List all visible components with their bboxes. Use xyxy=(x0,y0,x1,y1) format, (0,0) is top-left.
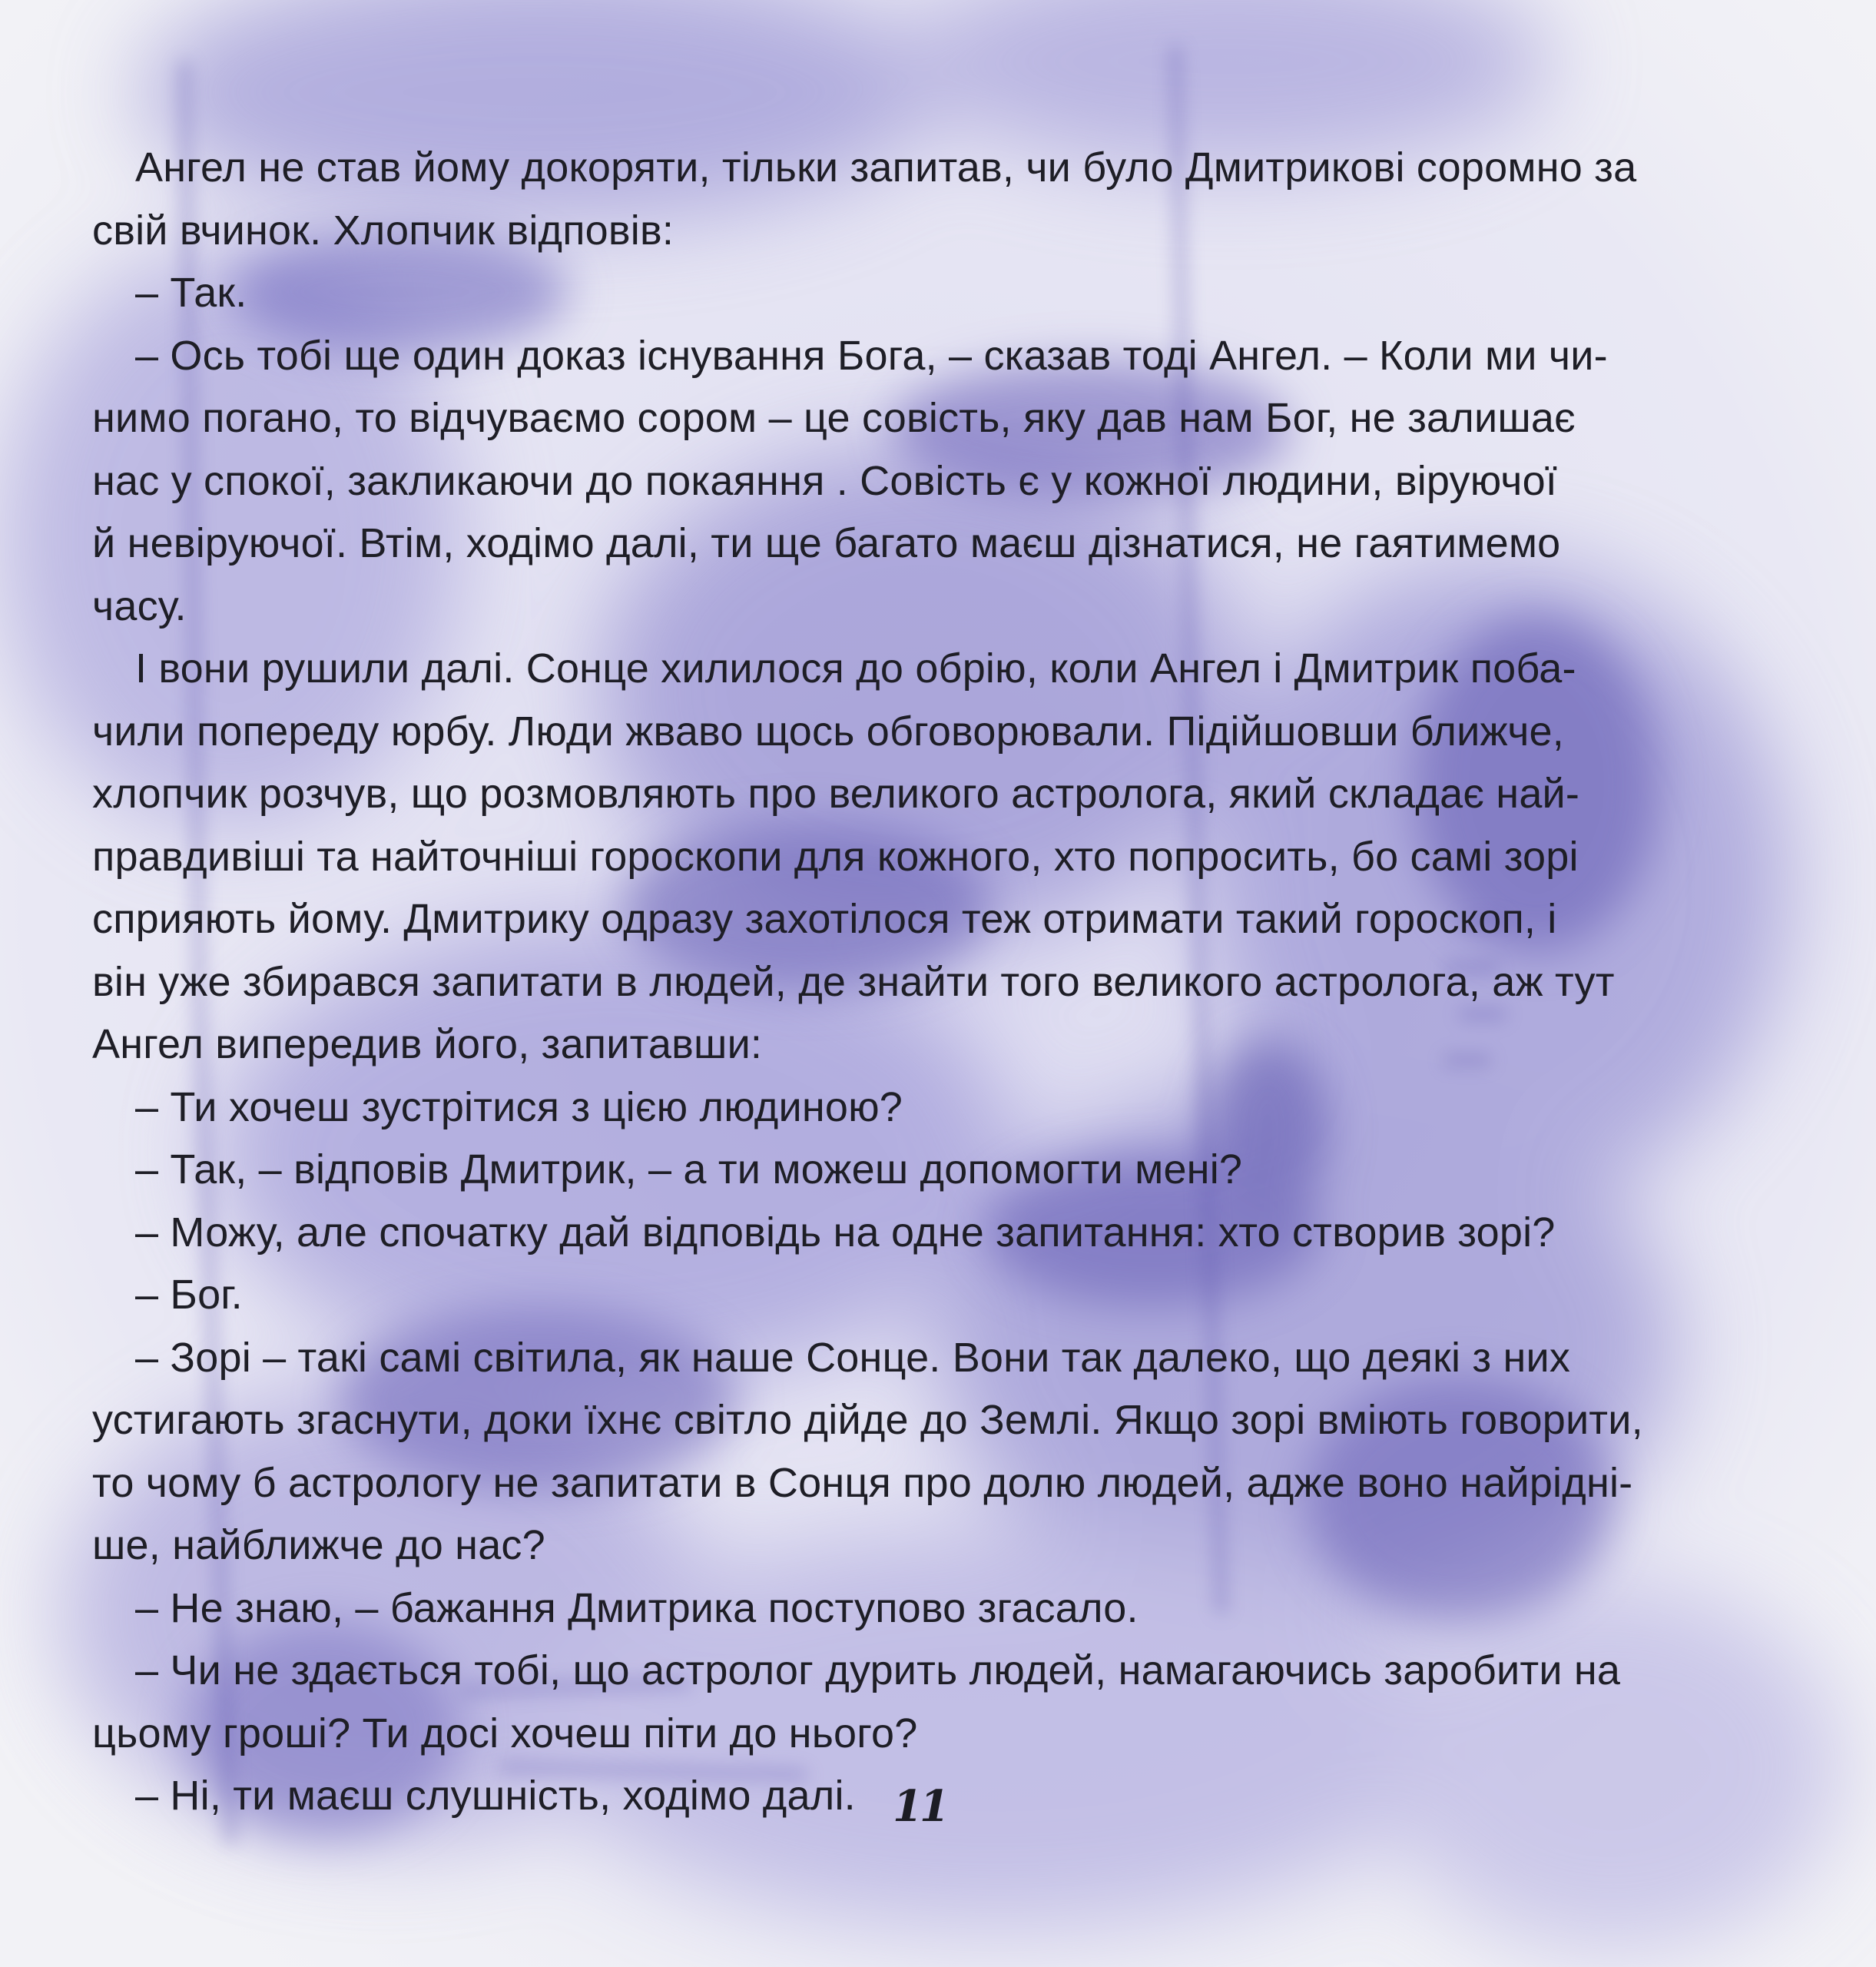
text-line: часу. xyxy=(92,582,187,629)
text-line: – Не знаю, – бажання Дмитрика поступово згасало. xyxy=(135,1584,1139,1631)
text-line: – Ні, ти маєш слушність, ходімо далі. xyxy=(135,1773,856,1819)
text-line: – Можу, але спочатку дай відповідь на одне запитання: хто створив зорі? xyxy=(135,1209,1556,1255)
text-line: він уже збирався запитати в людей, де знайти того великого астролога, аж тут xyxy=(92,958,1615,1005)
text-line: й невіруючої. Втім, ходімо далі, ти ще багато маєш дізнатися, не гаятимемо xyxy=(92,520,1561,566)
text-line: – Так, – відповів Дмитрик, – а ти можеш допомогти мені? xyxy=(135,1146,1243,1192)
text-line: ше, найближче до нас? xyxy=(92,1522,545,1568)
text-line: сприяють йому. Дмитрику одразу захотілося теж отримати такий гороскоп, і xyxy=(92,896,1557,942)
story-text xyxy=(92,137,1729,1828)
text-line: нас у спокої, закликаючи до покаяння . Совість є у кожної людини, віруючої xyxy=(92,457,1558,504)
text-line: І вони рушили далі. Сонце хилилося до обрію, коли Ангел і Дмитрик поба- xyxy=(135,645,1576,692)
text-line: – Ти хочеш зустрітися з цією людиною? xyxy=(135,1083,903,1130)
text-line: хлопчик розчув, що розмовляють про великого астролога, який складає най- xyxy=(92,771,1580,817)
text-line: – Так. xyxy=(135,270,247,316)
text-line: Ангел не став йому докоряти, тільки запитав, чи було Дмитрикові соромно за xyxy=(135,144,1637,191)
text-line: чили попереду юрбу. Люди жваво щось обговорювали. Підійшовши ближче, xyxy=(92,708,1564,755)
text-line: правдивіші та найточніші гороскопи для кожного, хто попросить, бо самі зорі xyxy=(92,833,1579,880)
text-line: – Ось тобі ще один доказ існування Бога, – сказав тоді Ангел. – Коли ми чи- xyxy=(135,332,1608,379)
text-line: свій вчинок. Хлопчик відповів: xyxy=(92,207,674,254)
text-line: – Зорі – такі самі світила, як наше Сонце. Вони так далеко, що деякі з них xyxy=(135,1334,1571,1381)
text-line: – Бог. xyxy=(135,1272,243,1318)
text-line: то чому б астрологу не запитати в Сонця про долю людей, адже воно найрідні- xyxy=(92,1459,1633,1506)
text-line: устигають згаснути, доки їхнє світло дійде до Землі. Якщо зорі вміють говорити, xyxy=(92,1397,1643,1443)
text-line: Ангел випередив його, запитавши: xyxy=(92,1021,763,1067)
text-line: нимо погано, то відчуваємо сором – це совість, яку дав нам Бог, не залишає xyxy=(92,395,1576,441)
text-line: цьому гроші? Ти досі хочеш піти до нього? xyxy=(92,1710,918,1756)
text-line: – Чи не здається тобі, що астролог дурить людей, намагаючись заробити на xyxy=(135,1647,1621,1693)
page-number: 11 xyxy=(893,1781,946,1832)
